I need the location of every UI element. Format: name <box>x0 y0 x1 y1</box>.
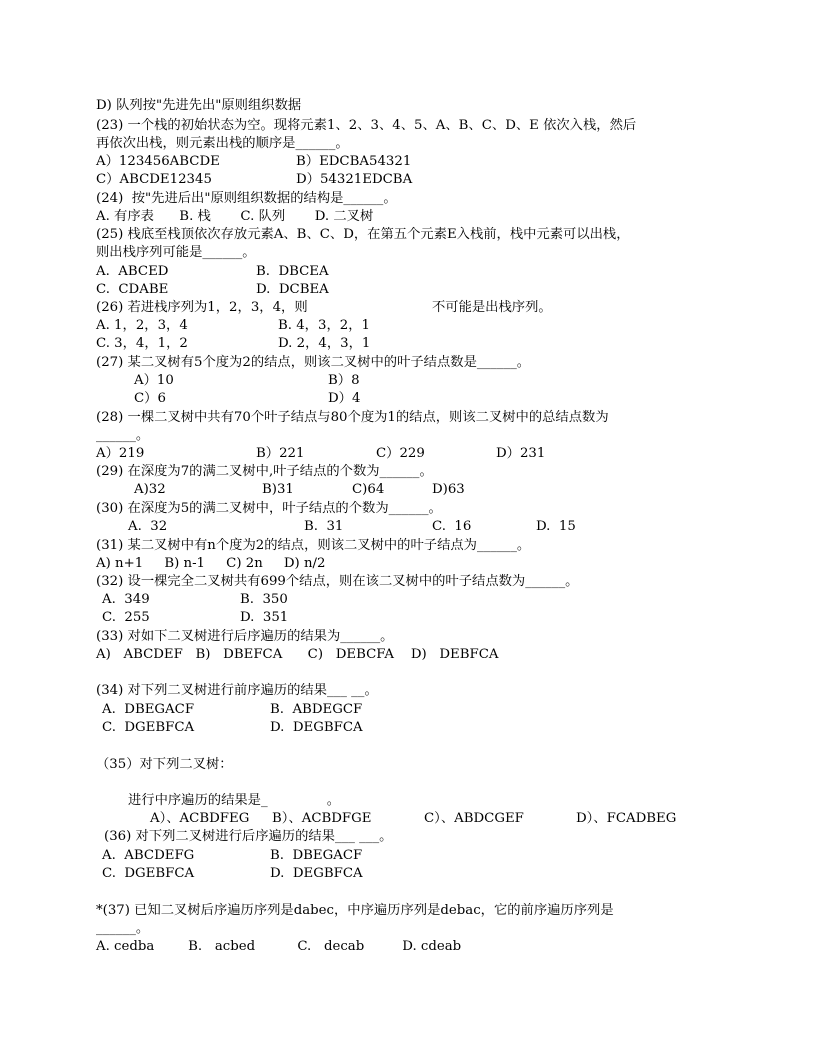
q36-option-b: B. DBEGACF <box>270 848 363 863</box>
question-31: (31) 某二叉树中有n个度为2的结点，则该二叉树中的叶子结点为______。 <box>96 538 531 553</box>
q27-option-b: B）8 <box>328 373 360 388</box>
q29-option-d: D)63 <box>432 482 465 497</box>
q27-option-c: C）6 <box>134 391 166 406</box>
q24-options: A. 有序表 B. 栈 C. 队列 D. 二叉树 <box>96 209 374 224</box>
q28-option-d: D）231 <box>496 446 546 461</box>
q28-option-b: B）221 <box>256 446 305 461</box>
q37-options: A. cedba B. acbed C. decab D. cdeab <box>96 939 462 954</box>
q36-option-c: C. DGEBFCA <box>102 866 195 881</box>
option-d-queue: D) 队列按"先进先出"原则组织数据 <box>96 98 302 113</box>
q36-option-a: A. ABCDEFG <box>102 848 195 863</box>
question-25-cont: 则出栈序列可能是______。 <box>96 245 256 260</box>
question-33: (33) 对如下二叉树进行后序遍历的结果为______。 <box>96 629 394 644</box>
q35-option-a: A）、ACBDFEG <box>150 811 250 826</box>
q31-options: A) n+1 B) n-1 C) 2n D) n/2 <box>96 556 326 571</box>
q32-option-d: D. 351 <box>240 610 289 625</box>
question-36: (36) 对下列二叉树进行后序遍历的结果___ ___。 <box>104 829 393 844</box>
question-25: (25) 栈底至栈顶依次存放元素A、B、C、D，在第五个元素E入栈前，栈中元素可以出栈， <box>96 227 630 242</box>
question-34: (34) 对下列二叉树进行前序遍历的结果___ __。 <box>96 683 378 698</box>
question-37-cont: ______。 <box>96 921 150 936</box>
q23-option-d: D）54321EDCBA <box>296 172 413 187</box>
q26-option-b: B. 4，3，2，1 <box>278 318 370 333</box>
q36-option-d: D. DEGBFCA <box>270 866 363 881</box>
q34-option-b: B. ABDEGCF <box>270 702 363 717</box>
q35-option-d: D）、FCADBEG <box>576 811 677 826</box>
q29-option-b: B)31 <box>262 482 294 497</box>
question-24: (24) 按"先进后出"原则组织数据的结构是______。 <box>96 191 397 206</box>
q26-option-c: C. 3，4，1，2 <box>96 336 188 351</box>
q30-option-d: D. 15 <box>536 519 576 534</box>
q27-option-a: A）10 <box>134 373 174 388</box>
q25-option-c: C. CDABE <box>96 282 169 297</box>
q26-option-d: D. 2，4，3，1 <box>278 336 371 351</box>
question-29: (29) 在深度为7的满二叉树中,叶子结点的个数为______。 <box>96 464 433 479</box>
question-30: (30) 在深度为5的满二叉树中，叶子结点的个数为______。 <box>96 501 442 516</box>
q30-option-a: A. 32 <box>128 519 168 534</box>
q34-option-d: D. DEGBFCA <box>270 720 363 735</box>
q23-option-c: C）ABCDE12345 <box>96 172 212 187</box>
question-35-cont: 进行中序遍历的结果是_ 。 <box>128 793 341 808</box>
question-37: *(37) 已知二叉树后序遍历序列是dabec，中序遍历序列是debac，它的前序遍历序列是 <box>96 903 614 918</box>
q25-option-a: A. ABCED <box>96 264 169 279</box>
q25-option-d: D. DCBEA <box>256 282 329 297</box>
q25-option-b: B. DBCEA <box>256 264 329 279</box>
q35-option-c: C）、ABDCGEF <box>424 811 524 826</box>
q35-option-b: B）、ACBDFGE <box>272 811 372 826</box>
q23-option-a: A）123456ABCDE <box>96 154 220 169</box>
q30-option-b: B. 31 <box>304 519 344 534</box>
q26-option-a: A. 1，2，3，4 <box>96 318 188 333</box>
q23-option-b: B）EDCBA54321 <box>296 154 412 169</box>
question-23: (23) 一个栈的初始状态为空。现将元素1、2、3、4、5、A、B、C、D、E 依次入栈，然后 <box>96 118 637 133</box>
question-26: (26) 若进栈序列为1，2，3，4，则 <box>96 300 308 315</box>
question-26-tail: 不可能是出栈序列。 <box>432 300 552 315</box>
q33-options: A) ABCDEF B) DBEFCA C) DEBCFA D) DEBFCA <box>96 647 499 662</box>
question-28: (28) 一棵二叉树中共有70个叶子结点与80个度为1的结点，则该二叉树中的总结点数为 <box>96 410 609 425</box>
q29-option-a: A)32 <box>134 482 166 497</box>
question-35: （35）对下列二叉树： <box>96 757 233 772</box>
q32-option-c: C. 255 <box>102 610 150 625</box>
q32-option-a: A. 349 <box>102 592 150 607</box>
q28-option-a: A）219 <box>96 446 145 461</box>
q34-option-c: C. DGEBFCA <box>102 720 195 735</box>
question-27: (27) 某二叉树有5个度为2的结点，则该二叉树中的叶子结点数是______。 <box>96 355 531 370</box>
q32-option-b: B. 350 <box>240 592 288 607</box>
question-23-cont: 再依次出栈，则元素出栈的顺序是______。 <box>96 136 349 151</box>
q30-option-c: C. 16 <box>432 519 472 534</box>
q28-option-c: C）229 <box>376 446 425 461</box>
q27-option-d: D）4 <box>328 391 361 406</box>
q29-option-c: C)64 <box>352 482 385 497</box>
question-32: (32) 设一棵完全二叉树共有699个结点，则在该二叉树中的叶子结点数为______。 <box>96 574 579 589</box>
q34-option-a: A. DBEGACF <box>102 702 195 717</box>
question-28-cont: ______。 <box>96 428 150 443</box>
